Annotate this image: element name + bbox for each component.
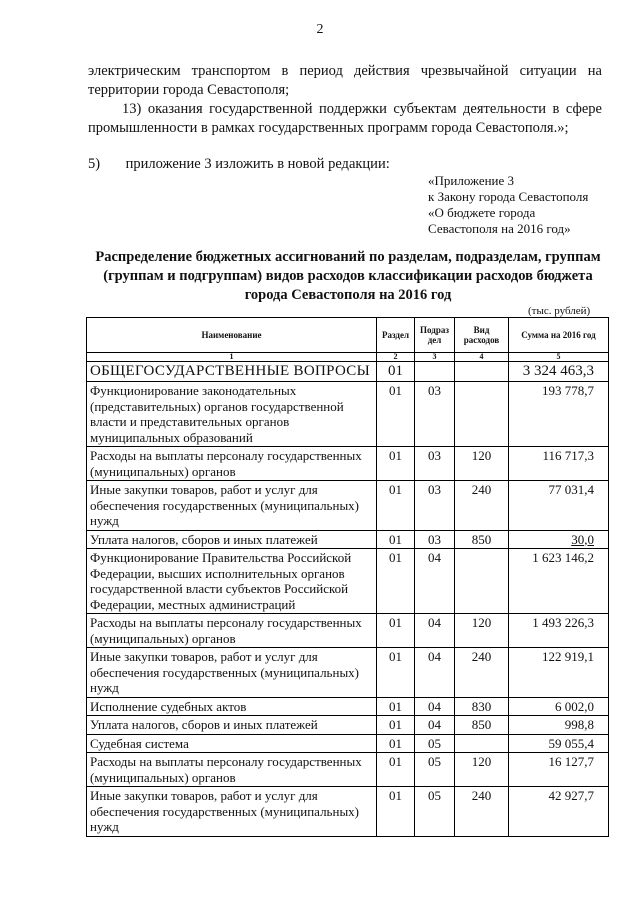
row-expense-type: 240 <box>455 648 509 698</box>
row-section: 01 <box>377 362 415 382</box>
table-row <box>87 382 609 447</box>
budget-table <box>86 317 609 837</box>
appendix-line: к Закону города Севастополя <box>428 189 589 204</box>
table-row <box>87 697 609 716</box>
table-row <box>87 716 609 735</box>
row-expense-type: 850 <box>455 716 509 735</box>
row-expense-type: 830 <box>455 697 509 716</box>
column-number: 4 <box>455 353 509 362</box>
row-expense-type <box>455 549 509 614</box>
header-name: Наименование <box>87 318 377 353</box>
row-subsection: 04 <box>415 648 455 698</box>
column-number: 2 <box>377 353 415 362</box>
row-expense-type <box>455 734 509 753</box>
row-subsection: 04 <box>415 697 455 716</box>
column-number: 1 <box>87 353 377 362</box>
row-name: Расходы на выплаты персоналу государственных (муниципальных) органов <box>87 614 377 648</box>
paragraph-item-5 <box>88 155 602 174</box>
table-row <box>87 734 609 753</box>
row-expense-type <box>455 362 509 382</box>
row-section: 01 <box>377 549 415 614</box>
table-body <box>87 362 609 837</box>
appendix-line: «Приложение 3 <box>428 173 515 188</box>
row-name: Судебная система <box>87 734 377 753</box>
row-amount: 59 055,4 <box>509 734 609 753</box>
row-name: Расходы на выплаты персоналу государственных (муниципальных) органов <box>87 753 377 787</box>
row-name: Иные закупки товаров, работ и услуг для обеспечения государственных (муниципальных) нужд <box>87 648 377 698</box>
table-header-row <box>87 318 609 353</box>
row-expense-type: 120 <box>455 447 509 481</box>
row-name: Исполнение судебных актов <box>87 697 377 716</box>
row-expense-type: 240 <box>455 481 509 531</box>
document-title: Распределение бюджетных ассигнований по разделам, подразделам, группам (группам и подгруппам) видов расходов классификации расходов бюджета города Севастополя на 2016 год <box>95 249 601 303</box>
table-row <box>87 787 609 837</box>
row-expense-type: 120 <box>455 614 509 648</box>
table-row <box>87 614 609 648</box>
appendix-line: Севастополя на 2016 год» <box>428 221 571 236</box>
row-subsection: 05 <box>415 753 455 787</box>
row-amount: 122 919,1 <box>509 648 609 698</box>
row-subsection: 03 <box>415 530 455 549</box>
row-section: 01 <box>377 614 415 648</box>
row-section: 01 <box>377 481 415 531</box>
row-subsection: 04 <box>415 716 455 735</box>
table-row <box>87 530 609 549</box>
row-subsection: 05 <box>415 787 455 837</box>
row-subsection <box>415 362 455 382</box>
row-section: 01 <box>377 530 415 549</box>
paragraph-item-13: 13) оказания государственной поддержки субъектам деятельности в сфере промышленности в рамках государственных программ города Севастополя.»; <box>88 101 602 136</box>
row-subsection: 04 <box>415 549 455 614</box>
row-subsection: 03 <box>415 481 455 531</box>
row-name: Расходы на выплаты персоналу государственных (муниципальных) органов <box>87 447 377 481</box>
row-name: Уплата налогов, сборов и иных платежей <box>87 530 377 549</box>
row-expense-type: 240 <box>455 787 509 837</box>
row-section: 01 <box>377 753 415 787</box>
row-subsection: 05 <box>415 734 455 753</box>
item-text: приложение 3 изложить в новой редакции: <box>125 156 390 172</box>
row-name: ОБЩЕГОСУДАРСТВЕННЫЕ ВОПРОСЫ <box>87 362 377 382</box>
units-label: (тыс. рублей) <box>528 305 591 317</box>
row-section: 01 <box>377 716 415 735</box>
row-amount: 77 031,4 <box>509 481 609 531</box>
row-expense-type <box>455 382 509 447</box>
column-number-row <box>87 353 609 362</box>
row-section: 01 <box>377 734 415 753</box>
header-subsection: Подраз дел <box>415 318 455 353</box>
appendix-line: «О бюджете города <box>428 205 536 220</box>
row-section: 01 <box>377 697 415 716</box>
item-number: 5) <box>88 156 101 172</box>
row-expense-type: 850 <box>455 530 509 549</box>
row-subsection: 03 <box>415 382 455 447</box>
header-expense-type: Вид расходов <box>455 318 509 353</box>
row-amount: 42 927,7 <box>509 787 609 837</box>
table-row <box>87 362 609 382</box>
paragraph-continuation: электрическим транспортом в период действия чрезвычайной ситуации на территории города Севастополя; <box>88 63 602 98</box>
row-amount: 6 002,0 <box>509 697 609 716</box>
row-amount: 1 623 146,2 <box>509 549 609 614</box>
table-row <box>87 753 609 787</box>
column-number: 5 <box>509 353 609 362</box>
table-row <box>87 648 609 698</box>
table-row <box>87 447 609 481</box>
row-expense-type: 120 <box>455 753 509 787</box>
column-number: 3 <box>415 353 455 362</box>
table-row <box>87 549 609 614</box>
row-amount: 16 127,7 <box>509 753 609 787</box>
row-amount: 116 717,3 <box>509 447 609 481</box>
header-amount: Сумма на 2016 год <box>509 318 609 353</box>
row-subsection: 04 <box>415 614 455 648</box>
row-subsection: 03 <box>415 447 455 481</box>
row-name: Функционирование законодательных (представительных) органов государственной власти и представительных органов муниципальных образований <box>87 382 377 447</box>
row-name: Иные закупки товаров, работ и услуг для обеспечения государственных (муниципальных) нужд <box>87 481 377 531</box>
row-amount: 998,8 <box>509 716 609 735</box>
page-number: 2 <box>316 22 324 37</box>
row-section: 01 <box>377 382 415 447</box>
header-section: Раздел <box>377 318 415 353</box>
row-section: 01 <box>377 447 415 481</box>
row-section: 01 <box>377 648 415 698</box>
appendix-reference <box>428 173 628 237</box>
row-amount: 30,0 <box>509 530 609 549</box>
table-row <box>87 481 609 531</box>
row-name: Функционирование Правительства Российской Федерации, высших исполнительных органов государственной власти субъектов Российской Федерации, местных администраций <box>87 549 377 614</box>
row-name: Уплата налогов, сборов и иных платежей <box>87 716 377 735</box>
row-amount: 1 493 226,3 <box>509 614 609 648</box>
row-amount: 193 778,7 <box>509 382 609 447</box>
row-name: Иные закупки товаров, работ и услуг для обеспечения государственных (муниципальных) нужд <box>87 787 377 837</box>
row-section: 01 <box>377 787 415 837</box>
row-amount: 3 324 463,3 <box>509 362 609 382</box>
